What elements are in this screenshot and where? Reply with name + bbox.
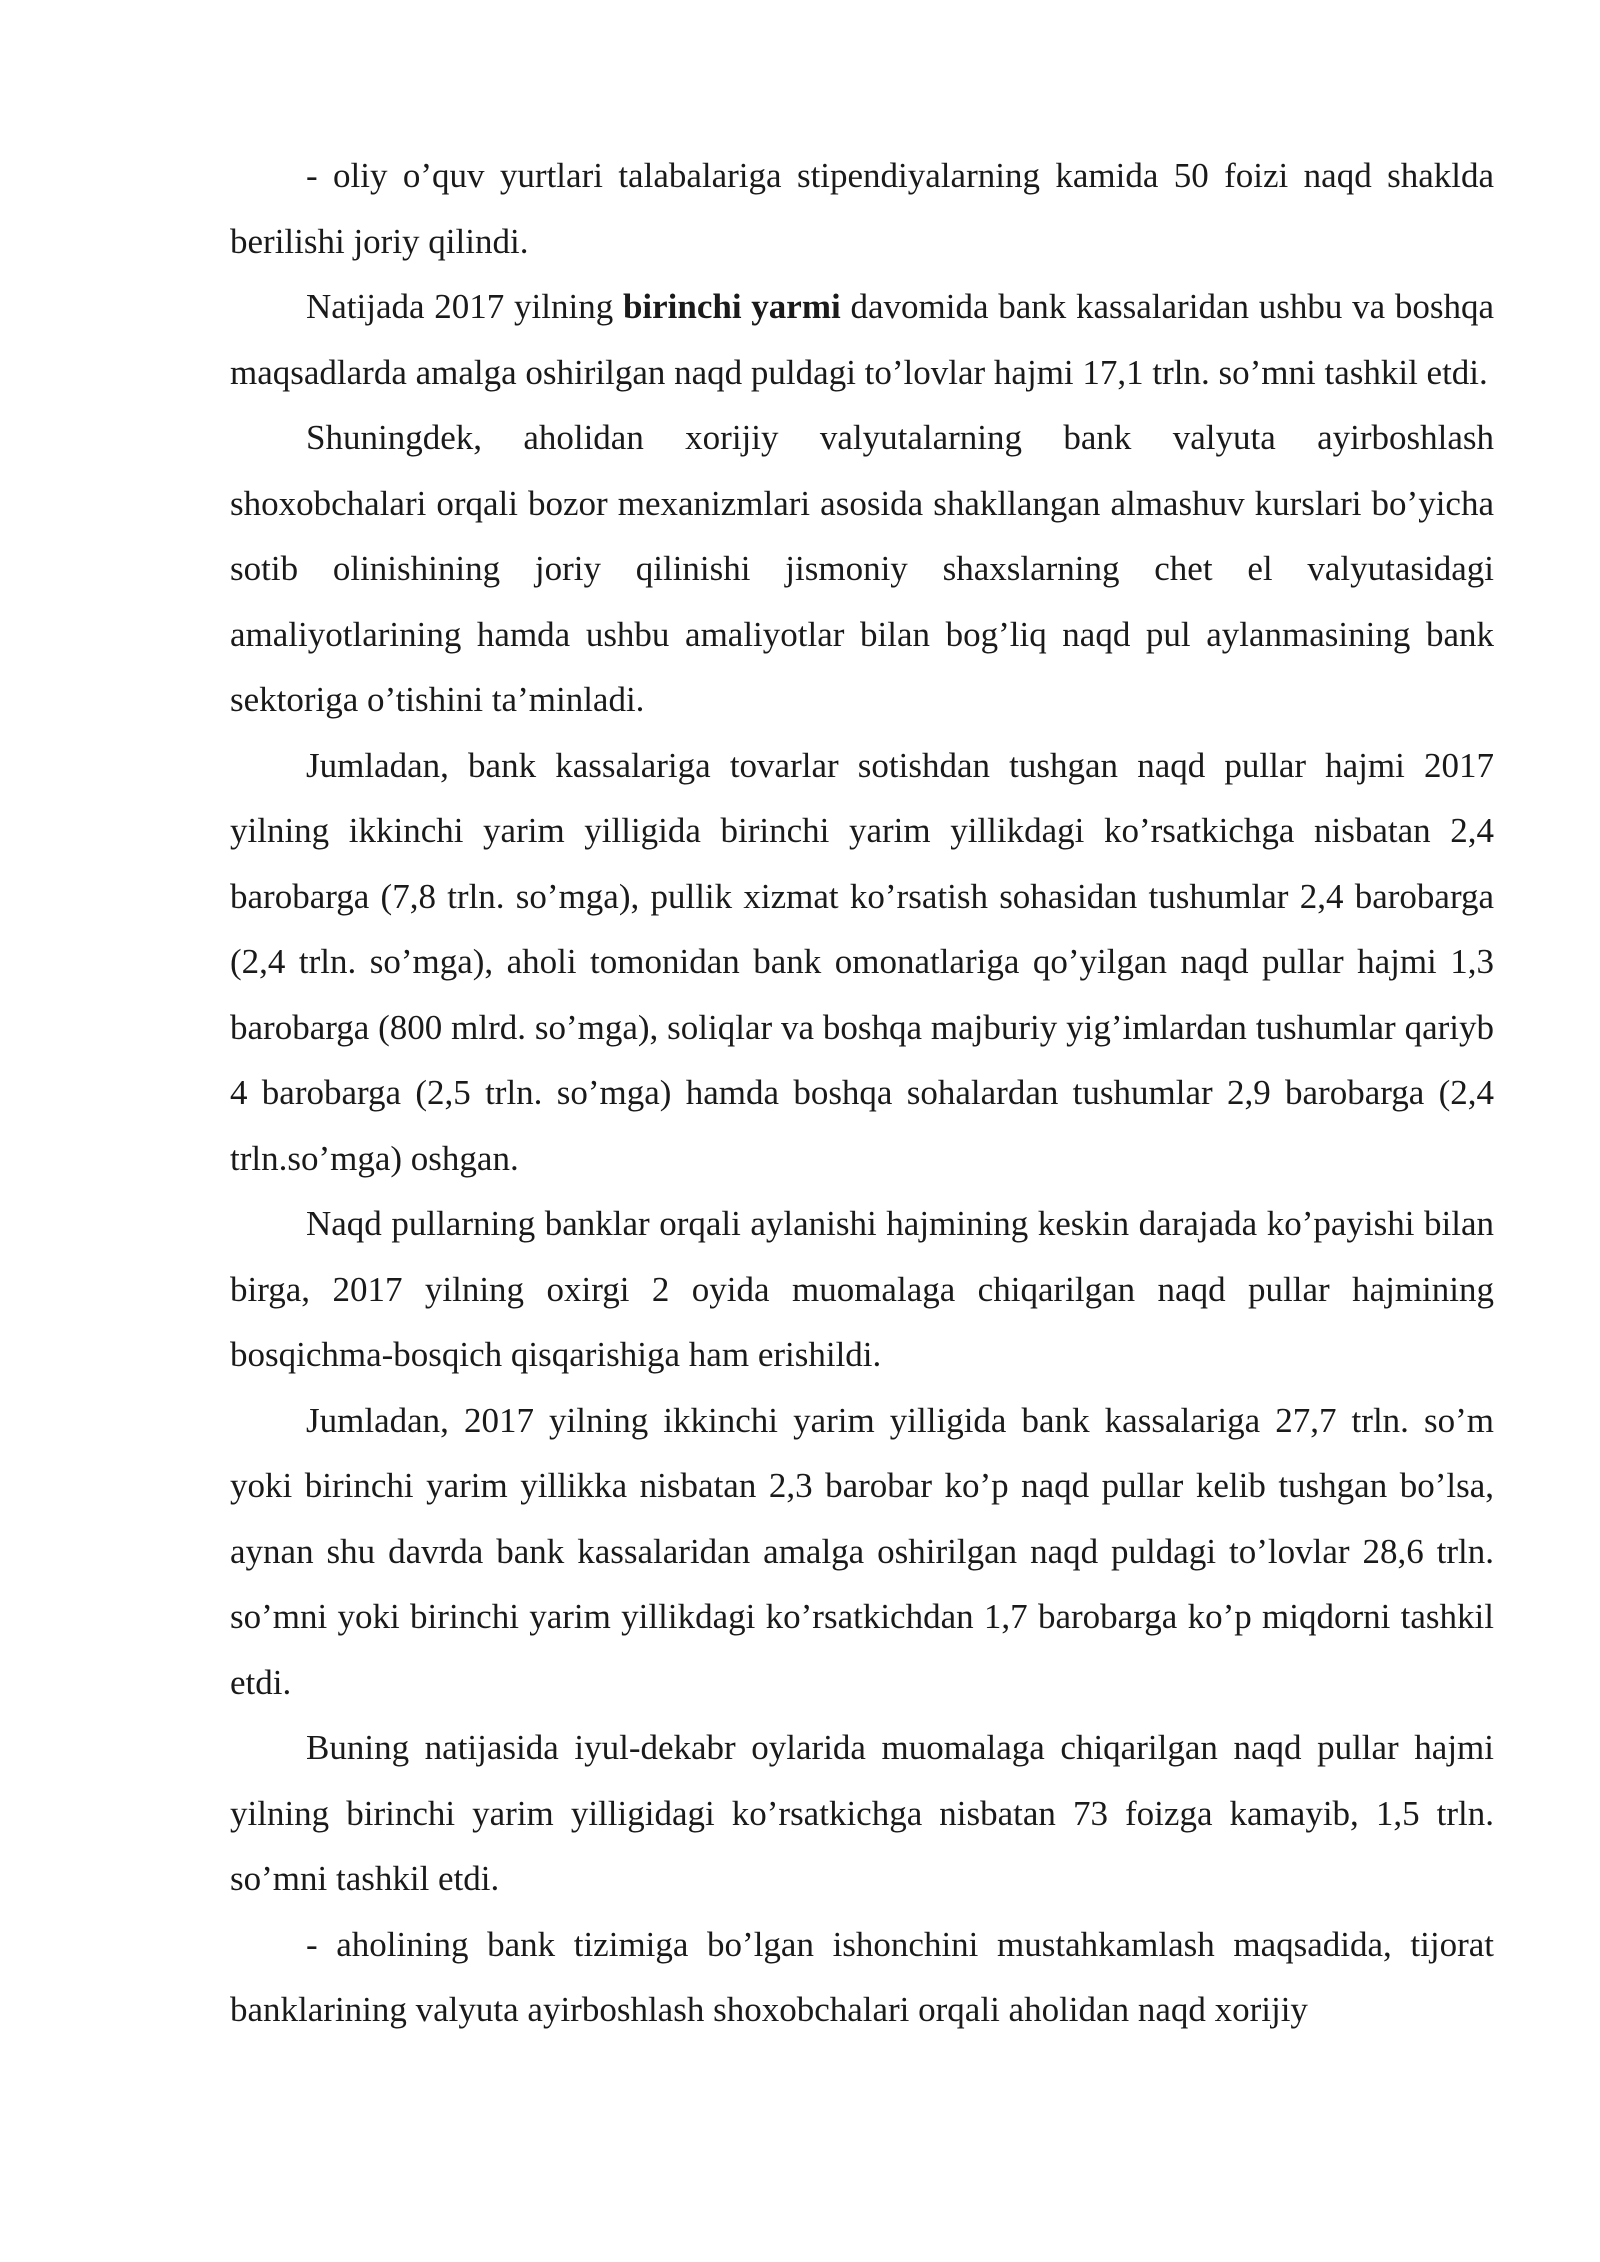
paragraph-currency-exchange: Shuningdek, aholidan xorijiy valyutalarning bank valyuta ayirboshlash shoxobchalari orqali bozor mexanizmlari asosida shakllangan almashuv kurslari bo’yicha sotib olinishining joriy qilinishi jismoniy shaxslarning chet el valyutasidagi amaliyotlarining hamda ushbu amaliyotlar bilan bog’liq naqd pul aylanmasining bank sektoriga o’tishini ta’minladi.	[230, 418, 1494, 719]
paragraph-cash-receipts: Jumladan, bank kassalariga tovarlar sotishdan tushgan naqd pullar hajmi 2017 yilning ikkinchi yarim yilligida birinchi yarim yillikdagi ko’rsatkichga nisbatan 2,4 barobarga (7,8 trln. so’mga), pullik xizmat ko’rsatish sohasidan tushumlar 2,4 barobarga (2,4 trln. so’mga), aholi tomonidan bank omonatlariga qo’yilgan naqd pullar hajmi 1,3 barobarga (800 mlrd. so’mga), soliqlar va boshqa majburiy yig’imlardan tushumlar qariyb 4 barobarga (2,5 trln. so’mga) hamda boshqa sohalardan tushumlar 2,9 barobarga (2,4 trln.so’mga) oshgan.	[230, 745, 1494, 1178]
paragraph-public-trust: - aholining bank tizimiga bo’lgan ishonchini mustahkamlash maqsadida, tijorat banklarining valyuta ayirboshlash shoxobchalari orqali aholidan naqd xorijiy	[230, 1924, 1494, 2029]
document-page	[230, 143, 1494, 2043]
paragraph-text-end: davomida bank kassalaridan ushbu va boshqa maqsadlarda amalga oshirilgan naqd puldagi to’lovlar hajmi 17,1 trln. so’mni tashkil etdi.	[230, 287, 1494, 392]
paragraph-result-decrease: Buning natijasida iyul-dekabr oylarida muomalaga chiqarilgan naqd pullar hajmi yilning birinchi yarim yilligidagi ko’rsatkichga nisbatan 73 foizga kamayib, 1,5 trln. so’mni tashkil etdi.	[230, 1728, 1494, 1898]
bold-emphasis: birinchi yarmi	[622, 287, 841, 326]
paragraph-stipend: - oliy o’quv yurtlari talabalariga stipendiyalarning kamida 50 foizi naqd shaklda berilishi joriy qilindi.	[230, 156, 1494, 261]
paragraph-cash-circulation: Naqd pullarning banklar orqali aylanishi hajmining keskin darajada ko’payishi bilan birga, 2017 yilning oxirgi 2 oyida muomalaga chiqarilgan naqd pullar hajmining bosqichma-bosqich qisqarishiga ham erishildi.	[230, 1204, 1494, 1374]
paragraph-second-half-inflows: Jumladan, 2017 yilning ikkinchi yarim yilligida bank kassalariga 27,7 trln. so’m yoki birinchi yarim yillikka nisbatan 2,3 barobar ko’p naqd pullar kelib tushgan bo’lsa, aynan shu davrda bank kassalaridan amalga oshirilgan naqd puldagi to’lovlar 28,6 trln. so’mni yoki birinchi yarim yillikdagi ko’rsatkichdan 1,7 barobarga ko’p miqdorni tashkil etdi.	[230, 1400, 1494, 1702]
paragraph-text-start: Natijada 2017 yilning	[306, 287, 623, 326]
paragraph-first-half-results	[230, 274, 1494, 405]
